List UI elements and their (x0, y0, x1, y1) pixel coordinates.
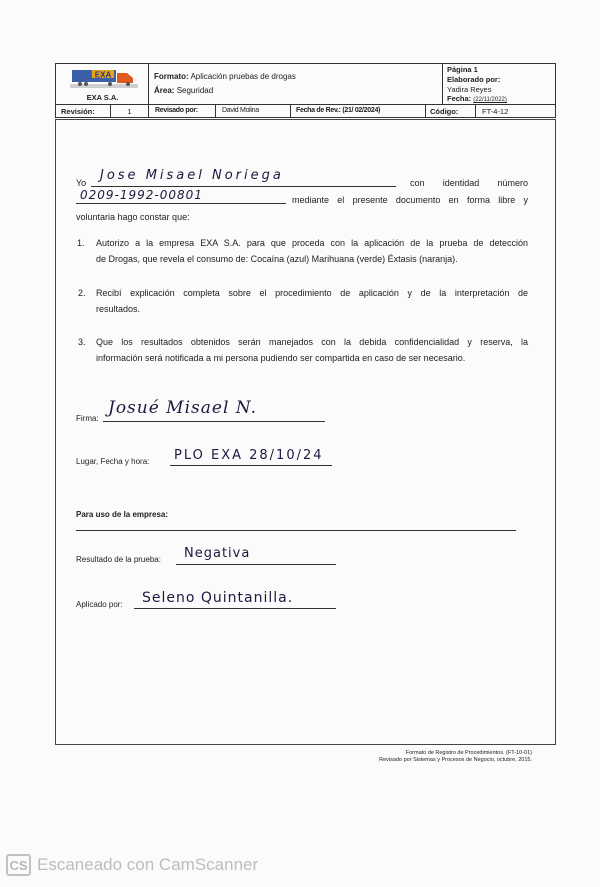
revisado-label: Revisado por: (149, 105, 216, 118)
aplicado-label: Aplicado por: (76, 600, 123, 609)
lugar-label: Lugar, Fecha y hora: (76, 457, 150, 466)
resultado-handwritten[interactable]: Negativa (184, 546, 251, 561)
footer-line-1: Formato de Registro de Procedimientos. (FT-10-01) (405, 750, 532, 756)
firma-line (103, 421, 325, 422)
elaborado-value: Yadira Reyes (447, 85, 492, 94)
camscanner-logo-icon: CS (6, 854, 31, 876)
format-cell (149, 64, 443, 105)
company-use-divider (76, 530, 516, 531)
logo-cell (56, 64, 149, 105)
area-label: Área: (154, 86, 175, 95)
area-value: Seguridad (176, 86, 214, 95)
item-3-line1: Que los resultados obtenidos serán manejados con la debida confidencialidad y reserva, la (96, 337, 528, 347)
aplicado-line (134, 608, 336, 609)
camscanner-text: Escaneado con CamScanner (37, 855, 259, 874)
id-line (76, 203, 286, 204)
firma-handwritten[interactable]: Josué Misael N. (108, 398, 257, 418)
yo-label: Yo (76, 178, 87, 188)
item-2-line1: Recibí explicación completa sobre el procedimiento de aplicación y de la interpretación de (96, 288, 528, 298)
item-1-line2: de Drogas, que revela el consumo de: Cocaína (azul) Marihuana (verde) Éxtasis (naranja). (96, 254, 458, 264)
fecha-revision: Fecha de Rev.: (21/ 02/2024) (291, 105, 426, 118)
item-1-line1: Autorizo a la empresa EXA S.A. para que proceda con la aplicación de la prueba de detección (96, 238, 528, 248)
company-name: EXA S.A. (86, 93, 119, 102)
voluntaria-text: voluntaria hago constar que: (76, 212, 190, 222)
resultado-line (176, 564, 336, 565)
item-3-number: 3. (78, 337, 86, 347)
truck-logo-icon (70, 68, 138, 90)
page-cell (443, 64, 555, 105)
page-number: Página 1 (447, 65, 478, 74)
fecha-label: Fecha: (447, 94, 472, 103)
name-line (91, 186, 396, 187)
fecha-value: (22/11/2022) (473, 97, 507, 103)
company-use-title: Para uso de la empresa: (76, 510, 169, 519)
revision-label: Revisión: (56, 105, 111, 118)
firma-label: Firma: (76, 414, 99, 423)
item-2-number: 2. (78, 288, 86, 298)
item-3-line2: información será notificada a mi persona pudiendo ser compartida en caso de ser necesario. (96, 353, 466, 363)
con-identidad-text: con identidad número (410, 178, 528, 188)
resultado-label: Resultado de la prueba: (76, 555, 161, 564)
name-handwritten[interactable]: Jose Misael Noriega (100, 168, 284, 183)
logo-text: EXA (94, 70, 112, 80)
aplicado-handwritten[interactable]: Seleno Quintanilla. (142, 590, 294, 606)
revision-value: 1 (111, 105, 149, 118)
codigo-value: FT-4-12 (482, 107, 509, 116)
footer-line-2: Revisado por Sistemas y Procesos de Negocio, octubre, 2015. (379, 757, 532, 763)
lugar-handwritten[interactable]: PLO EXA 28/10/24 (174, 448, 324, 463)
formato-value: Aplicación pruebas de drogas (190, 72, 296, 81)
camscanner-watermark (6, 854, 258, 876)
header-table (55, 63, 556, 118)
elaborado-label: Elaborado por: (447, 75, 501, 84)
id-handwritten[interactable]: 0209-1992-00801 (80, 188, 203, 202)
item-2-line2: resultados. (96, 304, 141, 314)
formato-label: Formato: (154, 72, 189, 81)
revisado-value: David Molina (216, 105, 291, 118)
mediante-text: mediante el presente documento en forma libre y (292, 195, 528, 205)
item-1-number: 1. (77, 238, 85, 248)
lugar-line (170, 465, 332, 466)
codigo-label: Código: (426, 105, 476, 118)
